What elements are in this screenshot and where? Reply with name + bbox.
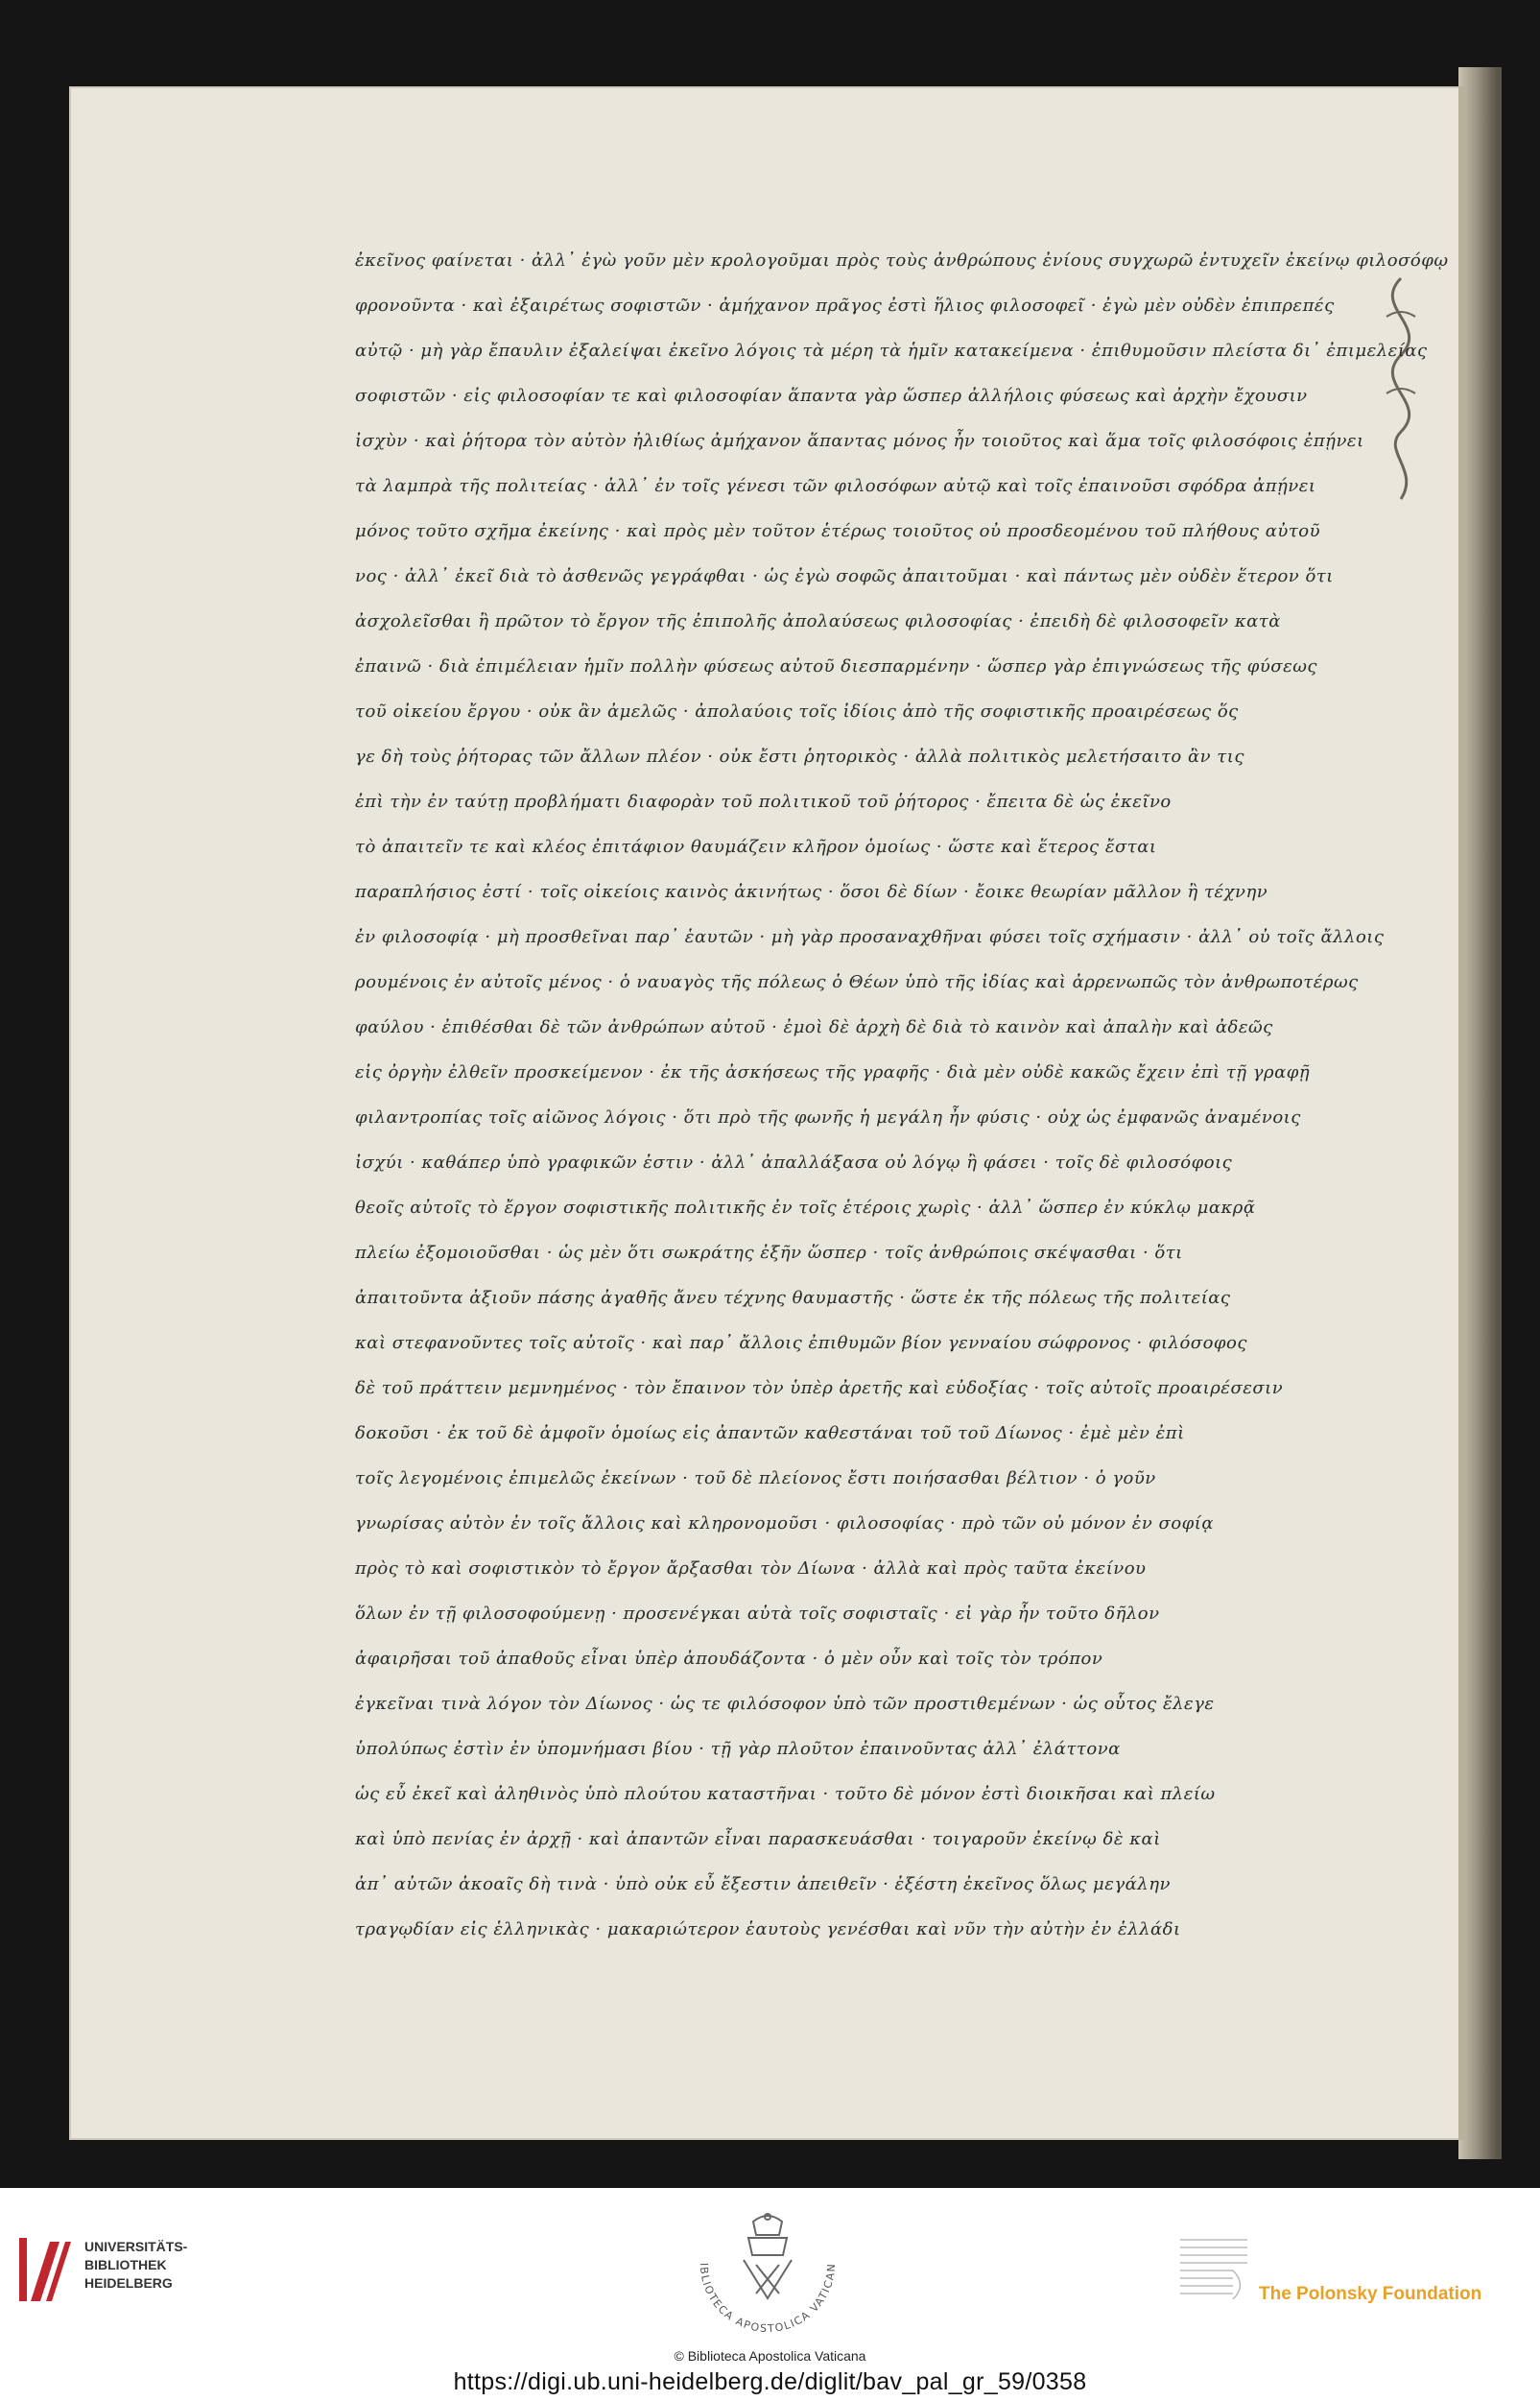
heidelberg-mark-icon	[17, 2234, 73, 2305]
copyright-notice: © Biblioteca Apostolica Vaticana	[674, 2348, 866, 2364]
manuscript-line: ἐπὶ τὴν ἐν ταύτῃ προβλήματι διαφορὰν τοῦ πολιτικοῦ τοῦ ῥήτορος · ἔπειτα δὲ ὡς ἐκεῖνο	[355, 792, 1172, 812]
manuscript-line: φρονοῦντα · καὶ ἐξαιρέτως σοφιστῶν · ἀμήχανον πρᾶγος ἐστὶ ἥλιος φιλοσοφεῖ · ἐγὼ μὲν οὐδὲν ἐπιπρεπές	[355, 296, 1335, 316]
manuscript-line: ἀσχολεῖσθαι ἢ πρῶτον τὸ ἔργον τῆς ἐπιπολῆς ἀπολαύσεως φιλοσοφίας · ἐπειδὴ δὲ φιλοσοφεῖν κατὰ	[355, 611, 1281, 631]
manuscript-line: φιλαντροπίας τοῖς αἰῶνος λόγοις · ὅτι πρὸ τῆς φωνῆς ἡ μεγάλη ἦν φύσις · οὐχ ὡς ἐμφανῶς ἀναμένοις	[355, 1107, 1301, 1128]
vatican-library-seal	[672, 2207, 864, 2351]
manuscript-line: καὶ ὑπὸ πενίας ἐν ἀρχῇ · καὶ ἀπαντῶν εἶναι παρασκευάσθαι · τοιγαροῦν ἐκείνῳ δὲ καὶ	[355, 1829, 1161, 1849]
manuscript-line: γνωρίσας αὐτὸν ἐν τοῖς ἄλλοις καὶ κληρονομοῦσι · φιλοσοφίας · πρὸ τῶν οὐ μόνον ἐν σοφίᾳ	[355, 1513, 1214, 1533]
page-binding-edge	[1458, 86, 1464, 2140]
manuscript-line: τὸ ἀπαιτεῖν τε καὶ κλέος ἐπιτάφιον θαυμάζειν κλῆρον ὁμοίως · ὥστε καὶ ἕτερος ἔσται	[355, 837, 1157, 857]
manuscript-line: θεοῖς αὐτοῖς τὸ ἔργον σοφιστικῆς πολιτικῆς ἐν τοῖς ἑτέροις χωρὶς · ἀλλ᾽ ὥσπερ ἐν κύκλῳ μακρᾷ	[355, 1198, 1256, 1218]
manuscript-line: τοῦ οἰκείου ἔργου · οὐκ ἂν ἀμελῶς · ἀπολαύοις τοῖς ἰδίοις ἀπὸ τῆς σοφιστικῆς προαιρέσεως ὅς	[355, 701, 1239, 722]
manuscript-line: τὰ λαμπρὰ τῆς πολιτείας · ἀλλ᾽ ἐν τοῖς γένεσι τῶν φιλοσόφων αὐτῷ καὶ τοῖς ἐπαινοῦσι σφόδρα ἀπῄνει	[355, 476, 1316, 496]
heidelberg-logo	[17, 2234, 209, 2311]
uni-logo-line: UNIVERSITÄTS-	[84, 2239, 188, 2254]
manuscript-line: γε δὴ τοὺς ῥήτορας τῶν ἄλλων πλέον · οὐκ ἔστι ῥητορικὸς · ἀλλὰ πολιτικὸς μελετήσαιτο ἂν τις	[355, 747, 1244, 767]
manuscript-line: ὡς εὖ ἐκεῖ καὶ ἀληθινὸς ὑπὸ πλούτου καταστῆναι · τοῦτο δὲ μόνον ἐστὶ διοικῆσαι καὶ πλείω	[355, 1784, 1216, 1804]
page-url[interactable]: https://digi.ub.uni-heidelberg.de/diglit/bav_pal_gr_59/0358	[453, 2368, 1087, 2395]
manuscript-line: ὑπολύπως ἐστὶν ἐν ὑπομνήμασι βίου · τῇ γὰρ πλοῦτον ἐπαινοῦντας ἀλλ᾽ ἐλάττονα	[355, 1739, 1121, 1759]
vatican-seal-icon	[672, 2207, 864, 2351]
manuscript-line: σοφιστῶν · εἰς φιλοσοφίαν τε καὶ φιλοσοφίαν ἅπαντα γὰρ ὥσπερ ἀλλήλοις φύσεως καὶ ἀρχὴν ἔχουσιν	[355, 386, 1308, 406]
manuscript-line: δοκοῦσι · ἐκ τοῦ δὲ ἀμφοῖν ὁμοίως εἰς ἀπαντῶν καθεστάναι τοῦ τοῦ Δίωνος · ἐμὲ μὲν ἐπὶ	[355, 1423, 1185, 1443]
uni-logo-line: HEIDELBERG	[84, 2275, 173, 2291]
manuscript-line: ἐν φιλοσοφίᾳ · μὴ προσθεῖναι παρ᾽ ἑαυτῶν · μὴ γὰρ προσαναχθῆναι φύσει τοῖς σχήμασιν · ἀλλ᾽ οὐ τοῖς ἄλλοις	[355, 927, 1385, 947]
manuscript-line: μόνος τοῦτο σχῆμα ἐκείνης · καὶ πρὸς μὲν τοῦτον ἑτέρως τοιοῦτος οὐ προσδεομένου τοῦ πλήθους αὐτοῦ	[355, 521, 1321, 541]
manuscript-line: τραγῳδίαν εἰς ἑλληνικὰς · μακαριώτερον ἑαυτοὺς γενέσθαι καὶ νῦν τὴν αὐτὴν ἐν ἑλλάδι	[355, 1919, 1181, 1939]
manuscript-line: παραπλήσιος ἐστί · τοῖς οἰκείοις καινὸς ἀκινήτως · ὅσοι δὲ δίων · ἔοικε θεωρίαν μᾶλλον ἢ τέχνην	[355, 882, 1268, 902]
manuscript-line: φαύλου · ἐπιθέσθαι δὲ τῶν ἀνθρώπων αὐτοῦ · ἐμοὶ δὲ ἀρχὴ δὲ διὰ τὸ καινὸν καὶ ἀπαλὴν καὶ ἀδεῶς	[355, 1017, 1273, 1037]
manuscript-line: ἀφαιρῆσαι τοῦ ἀπαθοῦς εἶναι ὑπὲρ ἀπουδάζοντα · ὁ μὲν οὖν καὶ τοῖς τὸν τρόπον	[355, 1649, 1103, 1669]
manuscript-line: νος · ἀλλ᾽ ἐκεῖ διὰ τὸ ἀσθενῶς γεγράφθαι · ὡς ἐγὼ σοφῶς ἀπαιτοῦμαι · καὶ πάντως μὲν οὐδὲν ἕτερον ὅτι	[355, 566, 1334, 586]
manuscript-text	[355, 238, 1449, 1952]
manuscript-line: τοῖς λεγομένοις ἐπιμελῶς ἐκείνων · τοῦ δὲ πλείονος ἔστι ποιήσασθαι βέλτιον · ὁ γοῦν	[355, 1468, 1156, 1488]
vatican-seal-text: IBLIOTECA APOSTOLICA VATICAN	[697, 2262, 839, 2336]
manuscript-line: ἐκεῖνος φαίνεται · ἀλλ᾽ ἐγὼ γοῦν μὲν κρολογοῦμαι πρὸς τοὺς ἀνθρώπους ἐνίους συγχωρῶ ἐντυχεῖν ἐκείνῳ φιλοσόφῳ	[355, 250, 1449, 271]
polonsky-mark-icon	[1171, 2228, 1257, 2315]
manuscript-line: καὶ στεφανοῦντες τοῖς αὐτοῖς · καὶ παρ᾽ ἄλλοις ἐπιθυμῶν βίον γενναίου σώφρονος · φιλόσοφος	[355, 1333, 1247, 1353]
polonsky-logo	[1171, 2228, 1526, 2315]
manuscript-line: δὲ τοῦ πράττειν μεμνημένος · τὸν ἔπαινον τὸν ὑπὲρ ἀρετῆς καὶ εὐδοξίας · τοῖς αὐτοῖς προαιρέσεσιν	[355, 1378, 1284, 1398]
uni-logo-line: BIBLIOTHEK	[84, 2257, 167, 2272]
manuscript-line: ὅλων ἐν τῇ φιλοσοφούμενῃ · προσενέγκαι αὐτὰ τοῖς σοφισταῖς · εἰ γὰρ ἦν τοῦτο δῆλον	[355, 1604, 1160, 1624]
manuscript-line: εἰς ὀργὴν ἐλθεῖν προσκείμενον · ἐκ τῆς ἀσκήσεως τῆς γραφῆς · διὰ μὲν οὐδὲ κακῶς ἔχειν ἐπὶ τῇ γραφῇ	[355, 1062, 1311, 1082]
manuscript-line: ρουμένοις ἐν αὐτοῖς μένος · ὁ ναυαγὸς τῆς πόλεως ὁ Θέων ὑπὸ τῆς ἰδίας καὶ ἀρρενωπῶς τὸν ἀνθρωποτέρως	[355, 972, 1359, 992]
margin-doodle	[1362, 269, 1439, 518]
manuscript-line: ἐπαινῶ · διὰ ἐπιμέλειαν ἡμῖν πολλὴν φύσεως αὐτοῦ διεσπαρμένην · ὥσπερ γὰρ ἐπιγνώσεως τῆς φύσεως	[355, 656, 1317, 677]
manuscript-line: ἰσχὺν · καὶ ῥήτορα τὸν αὐτὸν ἠλιθίως ἀμήχανον ἅπαντας μόνος ἦν τοιοῦτος καὶ ἅμα τοῖς φιλοσόφοις ἐπῄνει	[355, 431, 1364, 451]
manuscript-line: πρὸς τὸ καὶ σοφιστικὸν τὸ ἔργον ἄρξασθαι τὸν Δίωνα · ἀλλὰ καὶ πρὸς ταῦτα ἐκείνου	[355, 1558, 1147, 1579]
manuscript-line: ἀπαιτοῦντα ἀξιοῦν πάσης ἀγαθῆς ἄνευ τέχνης θαυμαστῆς · ὥστε ἐκ τῆς πόλεως τῆς πολιτείας	[355, 1288, 1231, 1308]
page-edge	[1458, 67, 1502, 2159]
manuscript-line: αὐτῷ · μὴ γὰρ ἔπαυλιν ἐξαλείψαι ἐκεῖνο λόγοις τὰ μέρη τὰ ἡμῖν κατακείμενα · ἐπιθυμοῦσιν πλείστα δι᾽ ἐπιμελείας	[355, 341, 1428, 361]
manuscript-line: ἀπ᾽ αὐτῶν ἀκοαῖς δὴ τινὰ · ὑπὸ οὐκ εὖ ἔξεστιν ἀπειθεῖν · ἐξέστη ἐκεῖνος ὅλως μεγάλην	[355, 1874, 1171, 1894]
polonsky-foundation-label: The Polonsky Foundation	[1259, 2284, 1482, 2304]
manuscript-line: ἰσχύι · καθάπερ ὑπὸ γραφικῶν ἐστιν · ἀλλ᾽ ἀπαλλάξασα οὐ λόγῳ ἢ φάσει · τοῖς δὲ φιλοσόφοις	[355, 1153, 1233, 1173]
manuscript-line: ἐγκεῖναι τινὰ λόγον τὸν Δίωνος · ὡς τε φιλόσοφον ὑπὸ τῶν προστιθεμένων · ὡς οὗτος ἔλεγε	[355, 1694, 1215, 1714]
manuscript-line: πλείω ἐξομοιοῦσθαι · ὡς μὲν ὅτι σωκράτης ἐξῆν ὥσπερ · τοῖς ἀνθρώποις σκέψασθαι · ὅτι	[355, 1243, 1183, 1263]
